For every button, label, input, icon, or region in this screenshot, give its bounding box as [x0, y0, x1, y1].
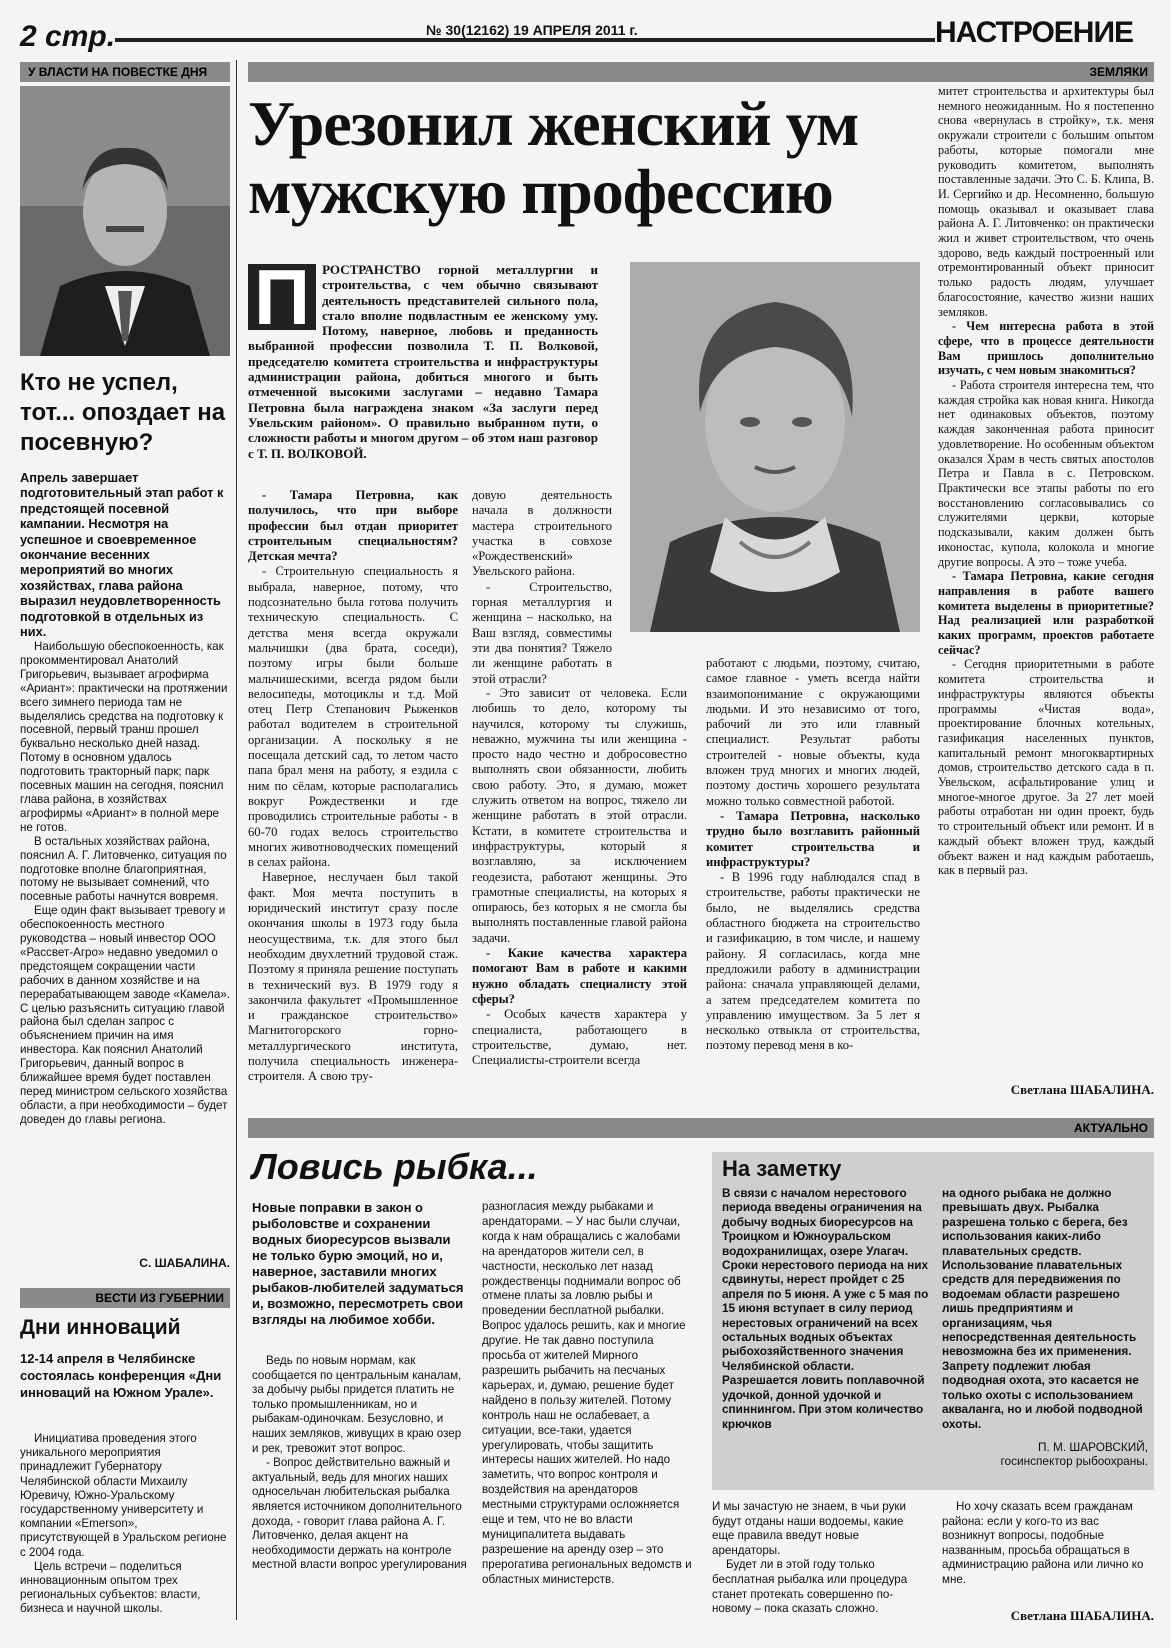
- main-signature: Светлана ШАБАЛИНА.: [1010, 1082, 1154, 1097]
- fish-headline: Ловись рыбка...: [252, 1146, 538, 1187]
- main-paragraph: - Работа строителя интересна тем, что каждая стройка как новая книга. Никогда нет одинаковых объектов, поэтому каждая законченная работа приносит удовлетворение. Но особенным объектом оказался Храм в честь святых апостолов Петра и Павла в с. Петровском. Практически все этапы работы по его восстановлению согласовывались со служителями церкви, которые подсказывали, каким должен быть иконостас, купола, колокола и многие другие вопросы. А это – тоже учеба.: [938, 378, 1154, 569]
- gubernia-paragraph: Цель встречи – поделиться инновационным опытом трех региональных субъектов: власти, бизнеса и научной школы.: [20, 1559, 201, 1616]
- fish-col-4: [942, 1500, 1154, 1588]
- section-title: НАСТРОЕНИЕ: [935, 16, 1134, 49]
- main-col-2a: [472, 488, 612, 687]
- fish-paragraph: И мы зачастую не знаем, в чьи руки будут отданы наши водоемы, какие еще правила введут новые арендаторы.: [712, 1500, 906, 1557]
- fish-lead: Новые поправки в закон о рыболовстве и сохранении водных биоресурсов вызвали не только бурю эмоций, но и, наверное, заставили многих рыбаков-любителей задуматься и, возможно, пересмотреть свои взгляды на любимое хобби.: [252, 1200, 464, 1327]
- dropcap: П: [248, 264, 316, 330]
- volkova-photo: [630, 262, 920, 632]
- fish-paragraph: разногласия между рыбаками и арендаторами. – У нас были случаи, когда к нам обращались с жалобами на арендаторов жители сел, в частности, несколько лет назад рождественцы поднимали вопрос об отмене платы за ловлю рыбы и проведении бесплатной рыбалки. Вопрос удалось решить, как и многие другие. Не так давно поступила просьба от жителей Мирного разрешить рыбачить на песчаных карьерах, и, думаю, решение будет найдено в пользу жителей. Потому контроль наш не ослабевает, а ситуации, все-таки, удается урегулировать, чтобы защитить интересы наших жителей. Но надо заметить, что вопрос контроля и воздействия на арендаторов местными структурами осложняется еще и тем, что не во власти муниципалитета выдавать разрешение на аренду озер – это прерогатива региональных ведомств и областных министерств.: [482, 1200, 692, 1586]
- fish-col-2: [482, 1200, 692, 1588]
- issue-info: № 30(12162) 19 АПРЕЛЯ 2011 г.: [420, 22, 644, 38]
- left-body-paragraph: Еще один факт вызывает тревогу и обеспокоенность местного руководства – новый инвестор ООО «Рассвет-Агро» недавно уведомил о предстоящем сокращении части рабочих в данном хозяйстве и на перерабатывающем заводе «Камела». С целью разъяснить ситуацию главой района был сделан запрос с объяснением причин на имя инвестора. Как пояснил Анатолий Григорьевич, данный вопрос в ближайшее время будет поставлен перед министром сельского хозяйства области, а при необходимости – будет доведен до главы региона.: [20, 904, 230, 1126]
- main-question: - Тамара Петровна, насколько трудно было возглавить районный комитет строительства и инфраструктуры?: [706, 808, 920, 869]
- main-paragraph: работают с людьми, поэтому, считаю, самое главное - уметь всегда найти взаимопонимание с окружающими людьми. И это независимо от того, рабочий ли это или главный специалист. Результат работы строителей - новые объекты, куда вложен труд многих и многих людей, поэтому достичь хорошего результата можно только совместной работой.: [706, 656, 920, 808]
- fish-paragraph: - Вопрос действительно важный и актуальный, ведь для многих наших односельчан любительская рыбалка является источником дополнительного дохода, - говорит глава района А. Г. Литовченко, делая акцент на необходимости держать на контроле местной власти вопрос урегулирования: [252, 1456, 467, 1572]
- header-rule: [115, 38, 935, 42]
- left-lead: Апрель завершает подготовительный этап работ к предстоящей посевной кампании. Несмотря на успешное и своевременное окончание весенних мероприятий во многих хозяйствах, глава района выразил неудовлетворенность подготовкой в отдельных из них.: [20, 470, 224, 640]
- left-body: [20, 640, 230, 1127]
- main-question: - Какие качества характера помогают Вам в работе и какими нужно обладать специалисту этой сферы?: [472, 946, 687, 1006]
- main-paragraph: митет строительства и архитектуры был немного неожиданным. Но я постепенно снова «вернулась в стройку», т.к. меня окружали строители с большим опытом работы, которые помогали мне руководить комитетом, выполнять поставленные задачи. Это С. Б. Клипа, В. И. Сергийко и др. Несомненно, большую помощь оказывал и оказывает глава района А. Г. Литовченко: он практически жил и живет строительством, что очень здорово, ведь каждый построенный или отремонтированный объект приносит только радость людям, улучшает благосостояние, качество жизни наших земляков.: [938, 84, 1154, 319]
- fish-paragraph: Будет ли в этой году только бесплатная рыбалка или процедура станет протекать совершенно по-новому – пока сказать сложно.: [712, 1558, 908, 1616]
- gubernia-lead: 12-14 апреля в Челябинске состоялась конференция «Дни инноваций на Южном Урале».: [20, 1351, 222, 1400]
- left-headline: Кто не успел, тот... опоздает на посевную?: [20, 369, 226, 456]
- main-lead-block: [248, 253, 598, 461]
- note-signature-name: П. М. ШАРОВСКИЙ,: [1038, 1440, 1148, 1454]
- rubric-main: ЗЕМЛЯКИ: [248, 62, 1154, 82]
- gubernia-paragraph: Инициатива проведения этого уникального мероприятия принадлежит Губернатору Челябинской области Михаилу Юревичу, Южно-Уральскому государственному университету и компании «Emerson», присутствующей в Уральском регионе с 2004 года.: [20, 1432, 227, 1559]
- rubric-left: У ВЛАСТИ НА ПОВЕСТКЕ ДНЯ: [20, 62, 230, 82]
- left-body-paragraph: В остальных хозяйствах района, пояснил А. Г. Литовченко, ситуация по подготовке вполне благоприятная, потому не вызывает сомнений, что посевные работы начнутся вовремя.: [20, 834, 227, 904]
- note-text-left: В связи с началом нерестового периода введены ограничения на добычу водных биоресурсов на Троицком и Южноуральском водохранилищах, озере Улагач. Сроки нерестового периода на них сдвинуты, нерест пройдет с 25 апреля по 5 июня. А уже с 5 мая по 15 июня вступает в силу период нерестовых ограничений на всех остальных водных объектах рыбохозяйственного значения Челябинской области. Разрешается ловить поплавочной удочкой, донной удочкой и спиннингом. При этом количество крючков: [722, 1186, 929, 1431]
- main-paragraph: - В 1996 году наблюдался спад в строительстве, работы практически не было, не выделялись средства областного бюджета на строительство и газификацию, в том числе, и нашему району. Я согласилась, когда мне предложили работу в администрации района: сначала управляющей делами, а затем председателем комитета по управлению имуществом. За 5 лет я несколько отвыкла от строительства, поэтому перевод меня в ко-: [706, 870, 920, 1053]
- rubric-gubernia: ВЕСТИ ИЗ ГУБЕРНИИ: [20, 1288, 230, 1308]
- main-lead: РОСТРАНСТВО горной металлургии и строительства, с чем обычно связывают деятельность представителей сильного пола, стало вполне подвластным ее женскому уму. Потому, наверное, любовь и преданность выбранной профессии позволила Т. П. Волковой, председателю комитета строительства и инфраструктуры администрации района, добиться многого и быть отмеченной высокими заслугами – недавно Тамара Петровна была награждена знаком «За заслуги перед Увельским районом». О правильно выбранном пути, о сложности работы и многом другом – об этом наш разговор с Т. П. ВОЛКОВОЙ.: [248, 262, 598, 461]
- main-paragraph: довую деятельность начала в должности мастера строительного участка в совхозе «Рождественский» Увельского района.: [472, 488, 612, 579]
- gubernia-body: [20, 1432, 230, 1617]
- gubernia-headline: Дни инноваций: [20, 1316, 181, 1339]
- main-question: - Тамара Петровна, как получилось, что при выборе профессии был отдан приоритет строительным специальностям? Детская мечта?: [248, 488, 458, 564]
- main-question: - Тамара Петровна, какие сегодня направления в работе вашего комитета выделены в приоритетные? Над реализацией или разработкой каких программ, проектов работаете сейчас?: [938, 569, 1154, 657]
- main-paragraph: - Особых качеств характера у специалиста, работающего в строительстве, думаю, нет. Специалисты-строители всегда: [472, 1007, 687, 1068]
- fish-col-3: [712, 1500, 922, 1617]
- left-body-paragraph: Наибольшую обеспокоенность, как прокомментировал Анатолий Григорьевич, вызывает агрофирма «Ариант»: практически на протяжении всего зимнего периода там не выделялись средства на подготовку к посевной, первый транш прошел буквально несколько дней назад. Потому в основном удалось подготовить тракторный парк; парк посевных машин на сегодня, пояснил глава района, в хозяйствах агрофирмы «Ариант» в полной мере не готов.: [20, 640, 228, 834]
- note-text-right: на одного рыбака не должно превышать двух. Рыбалка разрешена только с берега, без использования каких-либо плавательных средств. Использование плавательных средств для передвижения по водоемам области разрешено лишь предприятиям и организациям, чья непосредственная деятельность невозможна без их применения. Запрету подлежит любая подводная охота, это касается не только охоты с использованием акваланга, но и любой подводной охоты.: [942, 1186, 1143, 1431]
- fish-paragraph: Ведь по новым нормам, как сообщается по центральным каналам, за добычу рыбы придется платить не только промышленникам, но и рыбакам-одиночкам. Безусловно, и наших земляков, живущих в краю озер и рек, тревожит этот вопрос.: [252, 1354, 462, 1455]
- main-paragraph: - Строительную специальность я выбрала, наверное, потому, что подсознательно была готова получить техническую специальность. С детства меня всегда окружали мальчишки (два брата, соседи), поэтому игры были больше мальчишескими, всегда рядом были велосипеды, мотоциклы и т.д. Мой отец Петр Степанович Рыженков работал водителем в строительной организации. А поскольку я не посещала детский сад, то летом часто папа брал меня на работу, я ездила с ним по сёлам, которые располагались вокруг Рождественки и где проводились строительные работы - в 60-70 годах велось строительство многих животноводческих помещений в селах района.: [248, 564, 458, 870]
- main-col-4: [938, 84, 1154, 878]
- main-question: - Чем интересна работа в этой сфере, что в процессе деятельности Вам пришлось дополнительно изучать, с чем новым знакомиться?: [938, 319, 1154, 378]
- main-paragraph: - Сегодня приоритетными в работе комитета строительства и инфраструктуры являются объекты программы «Чистая вода», проектирование блочных котельных, газификация населенных пунктов, капитальный ремонт многоквартирных домов, строительство детского сада в п. Увельском, асфальтирование улиц и многое-многое другое. За 27 лет моей работы отработан ни один проект, будь то строительный объект или ремонт. И в каждый объект вложен труд, каждый объект важен и над каждым работаешь, как в первый раз.: [938, 657, 1154, 878]
- official-photo: [20, 86, 230, 356]
- fish-col-1: [252, 1354, 468, 1573]
- main-paragraph: Наверное, неслучаен был такой факт. Моя мечта поступить в юридический институт сразу после окончания школы в 1973 году была неосуществима, т.к. для этого был необходим двухлетний трудовой стаж. Поэтому я приняла решение поступать в технический вуз. В 1979 году я закончила факультет «Промышленное и гражданское строительство» Магнитогорского горно-металлургического института, получила специальность инженера-строителя. А свою тру-: [248, 870, 458, 1084]
- column-divider: [236, 60, 237, 1620]
- main-headline: Урезонил женский ум мужскую профессию: [248, 88, 859, 227]
- note-signature: [942, 1440, 1148, 1468]
- note-title: На заметку: [722, 1156, 842, 1181]
- main-question: - Строительство, горная металлургия и женщина – насколько, на Ваш взгляд, совместимы эти два понятия? Тяжело ли женщине работать в этой отрасли?: [472, 579, 612, 686]
- fish-signature: Светлана ШАБАЛИНА.: [1010, 1608, 1154, 1623]
- main-col-1: [248, 488, 458, 1085]
- main-col-3: [706, 656, 920, 1054]
- main-col-2b: [472, 686, 687, 1068]
- rubric-fish: АКТУАЛЬНО: [248, 1118, 1154, 1138]
- page-number: 2 стр.: [20, 20, 116, 53]
- fish-paragraph: Но хочу сказать всем гражданам района: если у кого-то из вас возникнут вопросы, подобные названным, просьба обращаться в администрацию района или лично ко мне.: [942, 1500, 1144, 1586]
- note-signature-role: госинспектор рыбоохраны.: [1000, 1454, 1148, 1468]
- main-paragraph: - Это зависит от человека. Если любишь то дело, которому ты научился, которому ты служишь, неважно, мужчина ты или женщина - просто надо честно и добросовестно выполнять свои обязанности, любить свою работу. Это, я думаю, может служить ответом на вопрос, тяжело ли женщине работать в этой отрасли. Кстати, в комитете строительства и инфраструктуры, который я возглавляю, за исключением геодезиста, работают женщины. Это грамотные специалисты, на которых я опираюсь, без которых я не смогла бы выполнять поставленные главой района задачи.: [472, 686, 687, 945]
- left-signature: С. ШАБАЛИНА.: [139, 1256, 230, 1270]
